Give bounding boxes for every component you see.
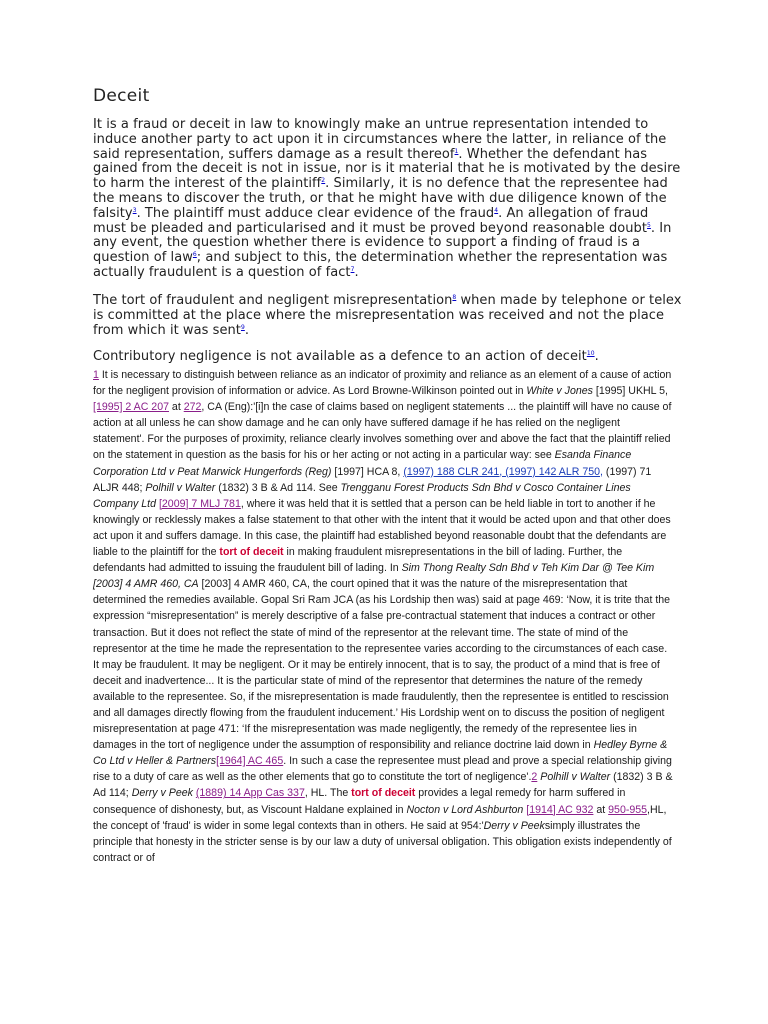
footnote-ref-9[interactable]: 9 [240, 323, 245, 331]
paragraph-deceit-definition: It is a fraud or deceit in law to knowingly make an untrue representation intended to induce another party to act upon it in circumstances where the latter, in reliance of the said representation, suffers damage as a result thereof$^1$. Whether the defendant has gained from the deceit is not in issue, nor is it material that he is motivated by the desire to harm the interest of the plaintiff$^2$. Similarly, it is no defence that the representee had the means to discover the truth, or that he might have with due diligence known of the falsity$^3$. The plaintiff must adduce clear evidence of the fraud$^4$. An allegation of fraud must be pleaded and particularised and it must be proved beyond reasonable doubt$^5$. In any event, the question whether there is evidence to support a finding of fraud is a question of law$^6$; and subject to this, the determination whether the representation was actually fraudulent is a question of fact$^7$. [93, 117, 681, 280]
highlighted-term: tort of deceit [219, 546, 284, 559]
footnotes: 1 It is necessary to distinguish between reliance as an indicator of proximity and reliance as an element of a cause of action for the negligent provision of information or advice. As Lord Browne-Wilkinson pointed out in White v Jones [1995] UKHL 5, [1995] 2 AC 207 at 272, CA (Eng):'[i]n the case of claims based on negligent statements ... the plaintiff will have no cause of action at all unless he can show damage and he can only have suffered damage if he has relied on the negligent statement'. For the purposes of proximity, reliance clearly involves something over and above the fact that the plaintiff relied on the statement in question as the basis for his or her acting or not acting in a particular way: see Esanda Finance Corporation Ltd v Peat Marwick Hungerfords (Reg) [1997] HCA 8, (1997) 188 CLR 241, (1997) 142 ALR 750, (1997) 71 ALJR 448; Polhill v Walter (1832) 3 B & Ad 114. See Trengganu Forest Products Sdn Bhd v Cosco Container Lines Company Ltd [2009] 7 MLJ 781, where it was held that it is settled that a person can be held liable in tort to another if he knowingly or recklessly makes a false statement to that other with the intent that it would be acted upon and that other does act upon it and suffers damage. In this case, the plaintiff had established beyond reasonable doubt that the defendants are liable to the plaintiff for the tort of deceit in making fraudulent misrepresentations in the bill of lading. Further, the defendants had admitted to issuing the fraudulent bill of lading. In Sim Thong Realty Sdn Bhd v Teh Kim Dar @ Tee Kim [2003] 4 AMR 460, CA [2003] 4 AMR 460, CA, the court opined that it was the nature of the misrepresentation that determined the remedies available. Gopal Sri Ram JCA (as his Lordship then was) said at page 469: ‘Now, it is trite that the expression “misrepresentation” is merely descriptive of a false pre-contractual statement that induces a contract or other transaction. But it does not reflect the state of mind of the representor at the relevant time. The state of mind of the representor at the time he made the representation to the representee varies according to the circumstances of each case. It may be fraudulent. It may be negligent. Or it may be entirely innocent, that is to say, the product of a mind that is free of deceit and inadvertence... It is the particular state of mind of the representor that determines the nature of the remedy available to the representee. So, if the misrepresentation is made fraudulently, then the representee is entitled to rescission and all damages directly flowing from the fraudulent inducement.’ His Lordship went on to discuss the position of negligent misrepresentation at page 471: ‘If the misrepresentation was made negligently, the remedy of the representee lies in damages in the tort of negligence under the assumption of responsibility and reliance doctrine laid down in Hedley Byrne & Co Ltd v Heller & Partners[1964] AC 465. In such a case the representee must plead and prove a special relationship giving rise to a duty of care as well as the other elements that go to constitute the tort of negligence'.2 Polhill v Walter (1832) 3 B & Ad 114; Derry v Peek (1889) 14 App Cas 337, HL. The tort of deceit provides a legal remedy for harm suffered in consequence of dishonesty, but, as Viscount Haldane explained in Nocton v Lord Ashburton [1914] AC 932 at 950-955,HL, the concept of 'fraud' is wider in some legal contexts than in others. He said at 954:'Derry v Peeksimply illustrates the principle that honesty in the stricter sense is by our law a duty of universal obligation. This obligation exists independently of contract or of [93, 369, 673, 864]
case-name: Polhill v Walter [145, 481, 216, 494]
citation-link[interactable]: [2009] 7 MLJ 781 [158, 497, 241, 510]
highlighted-term: tort of deceit [351, 787, 416, 800]
case-name: Esanda Finance Corporation Ltd v Peat Marwick Hungerfords (Reg) [93, 449, 632, 478]
paragraph-misrepresentation-place: The tort of fraudulent and negligent misrepresentation$^8$ when made by telephone or telex is committed at the place where the misrepresentation was received and not the place from which it was sent$^9$. [93, 293, 682, 338]
footnote-ref-8[interactable]: 8 [452, 294, 457, 301]
case-name: Derry v Peek [131, 787, 193, 800]
citation-link[interactable]: (1889) 14 App Cas 337 [195, 787, 305, 800]
footnote-1-anchor[interactable]: 1 [93, 369, 99, 381]
case-name: Polhill v Walter [540, 771, 611, 784]
case-name: Trengganu Forest Products Sdn Bhd v Cosco Container Lines Company Ltd [93, 481, 631, 510]
footnote-ref-3[interactable]: 3 [132, 206, 137, 214]
case-name: Derry v Peek [483, 819, 545, 832]
footnote-ref-7[interactable]: 7 [350, 265, 355, 273]
citation-link[interactable]: [1995] 2 AC 207 [93, 401, 169, 414]
case-name: Hedley Byrne & Co Ltd v Heller & Partners [93, 739, 668, 768]
case-name: Sim Thong Realty Sdn Bhd v Teh Kim Dar @ Tee Kim [2003] 4 AMR 460, CA [93, 562, 655, 591]
citation-link[interactable]: [1914] AC 932 [526, 803, 594, 816]
footnote-ref-6[interactable]: 6 [192, 251, 197, 259]
citation-link[interactable]: (1997) 188 CLR 241, (1997) 142 ALR 750, [403, 465, 603, 478]
footnote-ref-10[interactable]: 10 [586, 350, 595, 357]
paragraph-contributory-negligence: Contributory negligence is not available as a defence to an action of deceit$^{10}$. [93, 349, 599, 364]
footnote-ref-2[interactable]: 2 [321, 177, 326, 185]
footnote-ref-1[interactable]: 1 [454, 147, 459, 155]
footnote-ref-4[interactable]: 4 [494, 206, 499, 214]
footnote-2-anchor[interactable]: 2 [531, 771, 538, 784]
case-name: Nocton v Lord Ashburton [406, 803, 524, 816]
citation-link[interactable]: 950-955 [608, 803, 648, 816]
case-name: White v Jones [526, 385, 593, 398]
page-title: Deceit [93, 86, 150, 106]
citation-link[interactable]: 272 [183, 401, 202, 414]
citation-link[interactable]: [1964] AC 465 [216, 755, 284, 768]
footnote-ref-5[interactable]: 5 [647, 221, 651, 229]
